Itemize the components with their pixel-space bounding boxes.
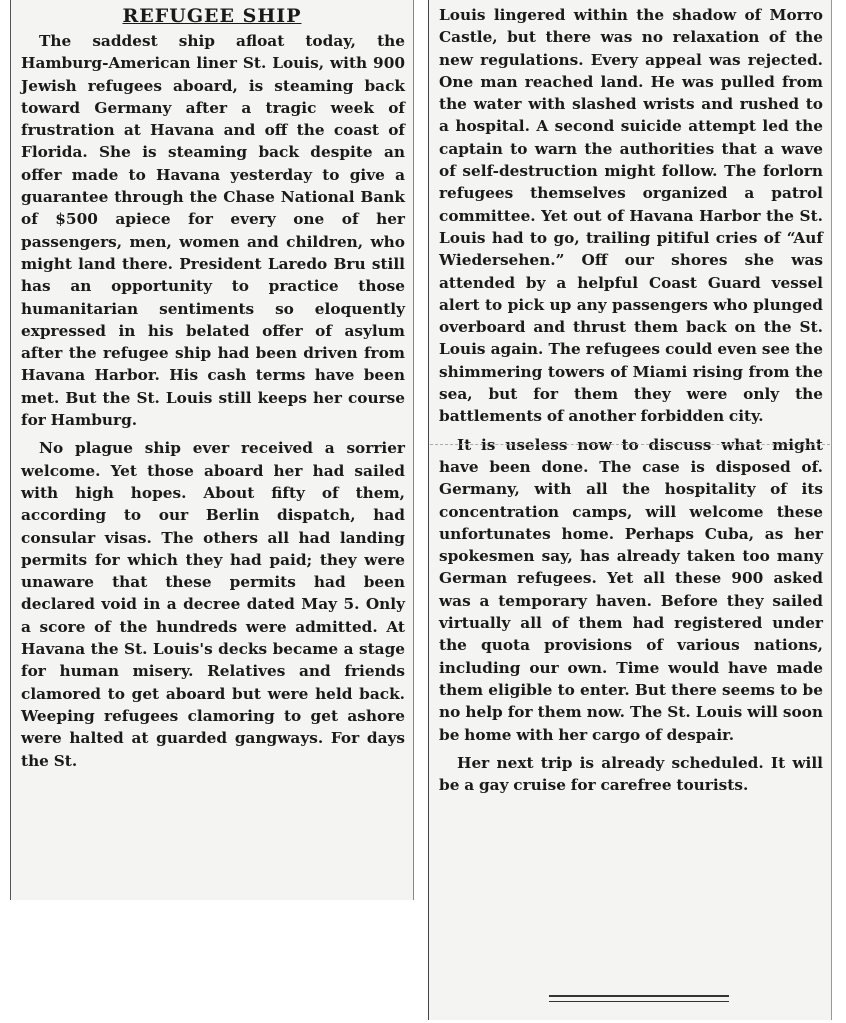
left-column	[10, 0, 414, 900]
paragraph: Louis lingered within the shadow of Morro Castle, but there was no relaxation of the new regulations. Every appeal was rejected. One man reached land. He was pulled from the water with slashed wrists and rushed to a hospital. A second suicide attempt led the captain to warn the authorities that a wave of self-destruction might follow. The forlorn refugees themselves organized a patrol committee. Yet out of Havana Harbor the St. Louis had to go, trailing pitiful cries of “Auf Wiedersehen.” Off our shores she was attended by a helpful Coast Guard vessel alert to pick up any passengers who plunged overboard and thrust them back on the St. Louis again. The refugees could even see the shimmering towers of Miami rising from the sea, but for them they were only the battlements of another forbidden city.	[439, 6, 823, 426]
headline: REFUGEE SHIP	[122, 5, 302, 27]
right-column	[428, 0, 832, 1020]
fold-line	[430, 444, 830, 445]
paragraph: The saddest ship afloat today, the Hamburg-American liner St. Louis, with 900 Jewish refugees aboard, is steaming back toward Germany after a tragic week of frustration at Havana and off the coast of Florida. She is steaming back despite an offer made to Havana yesterday to give a guarantee through the Chase National Bank of $500 apiece for every one of her passengers, men, women and children, who might land there. President Laredo Bru still has an opportunity to practice those humanitarian sentiments so eloquently expressed in his belated offer of asylum after the refugee ship had been driven from Havana Harbor. His cash terms have been met. But the St. Louis still keeps her course for Hamburg.	[21, 32, 405, 430]
paragraph: It is useless now to discuss what might have been done. The case is disposed of. Germany, with all the hospitality of its concentration camps, will welcome these unfortunates home. Perhaps Cuba, as her spokesmen say, has already taken too many German refugees. Yet all these 900 asked was a temporary haven. Before they sailed virtually all of them had registered under the quota provisions of various nations, including our own. Time would have made them eligible to enter. But there seems to be no help for them now. The St. Louis will soon be home with her cargo of despair.	[439, 435, 823, 744]
end-rule	[549, 995, 729, 1002]
paragraph: No plague ship ever received a sorrier welcome. Yet those aboard her had sailed with high hopes. About fifty of them, according to our Berlin dispatch, had consular visas. The others all had landing permits for which they had paid; they were unaware that these permits had been declared void in a decree dated May 5. Only a score of the hundreds were admitted. At Havana the St. Louis's decks became a stage for human misery. Relatives and friends clamored to get aboard but were held back. Weeping refugees clamoring to get ashore were halted at guarded gangways. For days the St.	[21, 439, 405, 770]
paragraph: Her next trip is already scheduled. It will be a gay cruise for carefree tourists.	[439, 753, 823, 795]
